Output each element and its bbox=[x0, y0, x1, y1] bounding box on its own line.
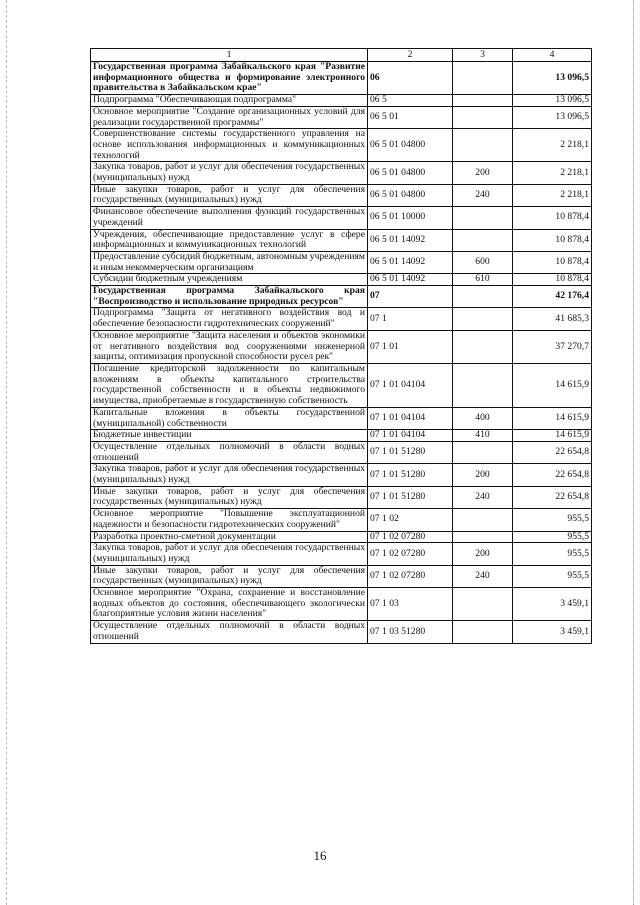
row-code-cell: 06 5 01 04800 bbox=[368, 129, 453, 162]
table-row bbox=[91, 464, 592, 486]
table-row bbox=[91, 509, 592, 531]
row-amount-cell: 955,5 bbox=[513, 543, 592, 565]
row-name-cell: Подпрограмма "Защита от негативного воздействия вод и обеспечение безопасности гидротехнических сооружений" bbox=[91, 308, 368, 330]
row-code-cell: 06 5 01 14092 bbox=[368, 251, 453, 273]
header-cell-3: 3 bbox=[453, 49, 513, 62]
row-expense-type-cell: 240 bbox=[453, 184, 513, 206]
row-name-cell: Государственная программа Забайкальского края "Воспроизводство и использование природных ресурсов" bbox=[91, 286, 368, 308]
row-expense-type-cell bbox=[453, 330, 513, 363]
row-code-cell: 07 1 bbox=[368, 308, 453, 330]
row-amount-cell: 10 878,4 bbox=[513, 229, 592, 251]
row-code-cell: 07 1 01 51280 bbox=[368, 464, 453, 486]
table-row bbox=[91, 543, 592, 565]
row-name-cell: Закупка товаров, работ и услуг для обеспечения государственных (муниципальных) нужд bbox=[91, 162, 368, 184]
table-body bbox=[91, 62, 592, 644]
row-amount-cell: 3 459,1 bbox=[513, 588, 592, 621]
row-expense-type-cell bbox=[453, 229, 513, 251]
row-code-cell: 07 1 02 07280 bbox=[368, 543, 453, 565]
row-code-cell: 07 bbox=[368, 286, 453, 308]
row-expense-type-cell bbox=[453, 308, 513, 330]
row-expense-type-cell bbox=[453, 621, 513, 643]
row-name-cell: Субсидии бюджетным учреждениям bbox=[91, 274, 368, 286]
row-amount-cell: 2 218,1 bbox=[513, 162, 592, 184]
row-expense-type-cell bbox=[453, 286, 513, 308]
row-code-cell: 07 1 02 bbox=[368, 509, 453, 531]
row-code-cell: 06 5 01 14092 bbox=[368, 274, 453, 286]
row-name-cell: Государственная программа Забайкальского края "Развитие информационного общества и формирование электронного правительства в Забайкальском крае" bbox=[91, 62, 368, 95]
page-right-edge bbox=[633, 0, 634, 905]
row-name-cell: Разработка проектно-сметной документации bbox=[91, 531, 368, 543]
page-left-edge bbox=[6, 0, 7, 905]
row-code-cell: 06 5 01 04800 bbox=[368, 162, 453, 184]
row-name-cell: Подпрограмма "Обеспечивающая подпрограмма" bbox=[91, 95, 368, 107]
row-expense-type-cell: 610 bbox=[453, 274, 513, 286]
table-row bbox=[91, 486, 592, 508]
table-row bbox=[91, 621, 592, 643]
row-expense-type-cell: 240 bbox=[453, 486, 513, 508]
row-name-cell: Учреждения, обеспечивающие предоставление услуг в сфере информационных и коммуникационных технологий bbox=[91, 229, 368, 251]
row-code-cell: 06 5 bbox=[368, 95, 453, 107]
row-amount-cell: 13 096,5 bbox=[513, 95, 592, 107]
row-name-cell: Погашение кредиторской задолженности по капитальным вложениям в объекты капитального строительства государственной собственности и в объекты недвижимого имущества, приобретаемые в государственную собственность bbox=[91, 363, 368, 407]
row-expense-type-cell bbox=[453, 509, 513, 531]
row-code-cell: 07 1 02 07280 bbox=[368, 531, 453, 543]
row-amount-cell: 2 218,1 bbox=[513, 129, 592, 162]
row-name-cell: Осуществление отдельных полномочий в области водных отношений bbox=[91, 441, 368, 463]
table-row bbox=[91, 207, 592, 229]
row-name-cell: Капитальные вложения в объекты государственной (муниципальной) собственности bbox=[91, 407, 368, 429]
table-row bbox=[91, 162, 592, 184]
row-amount-cell: 14 615,9 bbox=[513, 430, 592, 442]
row-expense-type-cell: 240 bbox=[453, 565, 513, 587]
row-expense-type-cell bbox=[453, 531, 513, 543]
row-code-cell: 06 bbox=[368, 62, 453, 95]
table-row bbox=[91, 441, 592, 463]
row-amount-cell: 22 654,8 bbox=[513, 441, 592, 463]
row-code-cell: 07 1 01 04104 bbox=[368, 430, 453, 442]
budget-table bbox=[90, 48, 592, 644]
table-row bbox=[91, 407, 592, 429]
table-row bbox=[91, 286, 592, 308]
row-code-cell: 07 1 01 51280 bbox=[368, 486, 453, 508]
row-expense-type-cell: 600 bbox=[453, 251, 513, 273]
row-expense-type-cell bbox=[453, 95, 513, 107]
header-cell-2: 2 bbox=[368, 49, 453, 62]
row-amount-cell: 22 654,8 bbox=[513, 486, 592, 508]
row-name-cell: Предоставление субсидий бюджетным, автономным учреждениям и иным некоммерческим организациям bbox=[91, 251, 368, 273]
row-name-cell: Закупка товаров, работ и услуг для обеспечения государственных (муниципальных) нужд bbox=[91, 464, 368, 486]
table-row bbox=[91, 430, 592, 442]
row-amount-cell: 14 615,9 bbox=[513, 407, 592, 429]
table-row bbox=[91, 184, 592, 206]
row-name-cell: Совершенствование системы государственного управления на основе использования информационных и коммуникационных технологий bbox=[91, 129, 368, 162]
row-amount-cell: 22 654,8 bbox=[513, 464, 592, 486]
row-amount-cell: 955,5 bbox=[513, 565, 592, 587]
row-amount-cell: 37 270,7 bbox=[513, 330, 592, 363]
row-name-cell: Закупка товаров, работ и услуг для обеспечения государственных (муниципальных) нужд bbox=[91, 543, 368, 565]
row-expense-type-cell: 200 bbox=[453, 162, 513, 184]
row-code-cell: 06 5 01 14092 bbox=[368, 229, 453, 251]
row-amount-cell: 10 878,4 bbox=[513, 207, 592, 229]
row-amount-cell: 3 459,1 bbox=[513, 621, 592, 643]
row-name-cell: Осуществление отдельных полномочий в области водных отношений bbox=[91, 621, 368, 643]
row-code-cell: 06 5 01 04800 bbox=[368, 184, 453, 206]
row-code-cell: 07 1 01 51280 bbox=[368, 441, 453, 463]
row-code-cell: 06 5 01 bbox=[368, 106, 453, 128]
table-row bbox=[91, 531, 592, 543]
table-row bbox=[91, 330, 592, 363]
row-amount-cell: 13 096,5 bbox=[513, 62, 592, 95]
row-expense-type-cell bbox=[453, 106, 513, 128]
row-amount-cell: 10 878,4 bbox=[513, 251, 592, 273]
row-name-cell: Финансовое обеспечение выполнения функций государственных учреждений bbox=[91, 207, 368, 229]
row-expense-type-cell: 410 bbox=[453, 430, 513, 442]
table-header-row bbox=[91, 49, 592, 62]
row-name-cell: Иные закупки товаров, работ и услуг для обеспечения государственных (муниципальных) нужд bbox=[91, 184, 368, 206]
row-code-cell: 07 1 01 04104 bbox=[368, 407, 453, 429]
table-row bbox=[91, 363, 592, 407]
table-row bbox=[91, 274, 592, 286]
table-row bbox=[91, 565, 592, 587]
row-name-cell: Бюджетные инвестиции bbox=[91, 430, 368, 442]
row-name-cell: Основное мероприятие "Повышение эксплуатационной надежности и безопасности гидротехнических сооружений" bbox=[91, 509, 368, 531]
row-name-cell: Иные закупки товаров, работ и услуг для обеспечения государственных (муниципальных) нужд bbox=[91, 486, 368, 508]
row-expense-type-cell bbox=[453, 62, 513, 95]
row-expense-type-cell: 200 bbox=[453, 464, 513, 486]
row-expense-type-cell bbox=[453, 363, 513, 407]
row-amount-cell: 10 878,4 bbox=[513, 274, 592, 286]
row-code-cell: 07 1 01 04104 bbox=[368, 363, 453, 407]
table-row bbox=[91, 62, 592, 95]
header-cell-1: 1 bbox=[91, 49, 368, 62]
row-expense-type-cell bbox=[453, 207, 513, 229]
row-code-cell: 07 1 03 bbox=[368, 588, 453, 621]
table-row bbox=[91, 129, 592, 162]
table-row bbox=[91, 106, 592, 128]
row-code-cell: 07 1 03 51280 bbox=[368, 621, 453, 643]
row-amount-cell: 41 685,3 bbox=[513, 308, 592, 330]
row-expense-type-cell bbox=[453, 588, 513, 621]
row-amount-cell: 955,5 bbox=[513, 509, 592, 531]
row-code-cell: 07 1 02 07280 bbox=[368, 565, 453, 587]
row-code-cell: 07 1 01 bbox=[368, 330, 453, 363]
row-amount-cell: 955,5 bbox=[513, 531, 592, 543]
row-expense-type-cell bbox=[453, 441, 513, 463]
row-name-cell: Основное мероприятие "Защита населения и объектов экономики от негативного воздействия вод сооружениями инженерной защиты, оптимизация пропускной способности русел рек" bbox=[91, 330, 368, 363]
row-amount-cell: 13 096,5 bbox=[513, 106, 592, 128]
row-amount-cell: 14 615,9 bbox=[513, 363, 592, 407]
row-expense-type-cell: 200 bbox=[453, 543, 513, 565]
table-row bbox=[91, 588, 592, 621]
header-cell-4: 4 bbox=[513, 49, 592, 62]
row-expense-type-cell bbox=[453, 129, 513, 162]
table-row bbox=[91, 229, 592, 251]
table-row bbox=[91, 95, 592, 107]
row-code-cell: 06 5 01 10000 bbox=[368, 207, 453, 229]
row-name-cell: Иные закупки товаров, работ и услуг для обеспечения государственных (муниципальных) нужд bbox=[91, 565, 368, 587]
row-expense-type-cell: 400 bbox=[453, 407, 513, 429]
row-name-cell: Основное мероприятие "Охрана, сохранение и восстановление водных объектов до состояния, обеспечивающего экологически благоприятные условия жизни населения" bbox=[91, 588, 368, 621]
table-row bbox=[91, 308, 592, 330]
page-number: 16 bbox=[313, 848, 327, 863]
row-amount-cell: 2 218,1 bbox=[513, 184, 592, 206]
row-amount-cell: 42 176,4 bbox=[513, 286, 592, 308]
table-row bbox=[91, 251, 592, 273]
row-name-cell: Основное мероприятие "Создание организационных условий для реализации государственной программы" bbox=[91, 106, 368, 128]
